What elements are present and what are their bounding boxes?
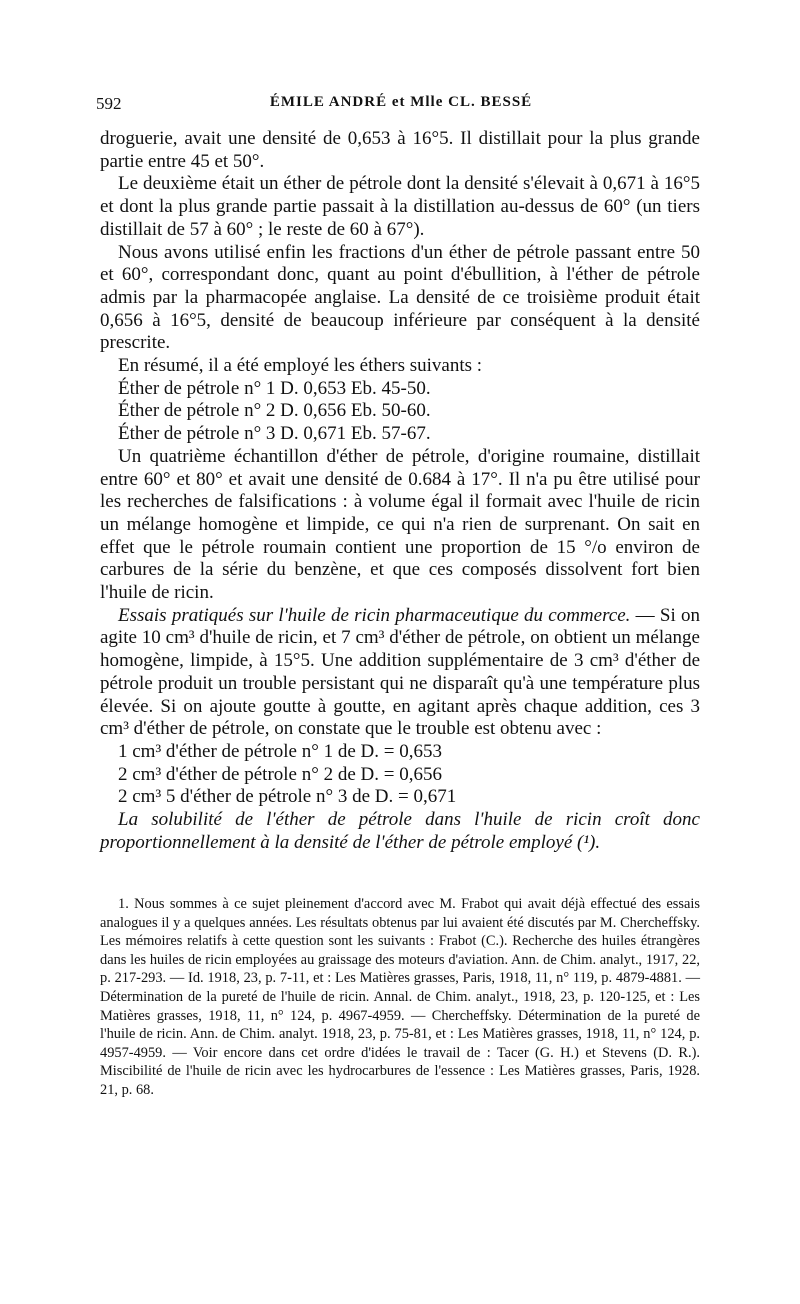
conclusion: La solubilité de l'éther de pétrole dans l'huile de ricin croît donc proportionnellement à la densité de l'éther de pétrole employé (¹). [100, 809, 700, 853]
page-number: 592 [96, 94, 122, 113]
essais-paragraph [100, 605, 700, 741]
result-line: 1 cm³ d'éther de pétrole n° 1 de D. = 0,653 [118, 740, 442, 762]
paragraph-1: droguerie, avait une densité de 0,653 à 16°5. Il distillait pour la plus grande partie entre 45 et 50°. [100, 128, 700, 172]
essais-text: — Si on agite 10 cm³ d'huile de ricin, et 7 cm³ d'éther de pétrole, on obtient un mélange homogène, limpide, à 15°5. Une addition supplémentaire de 3 cm³ d'éther de pétrole produit un trouble persistant qui ne disparaît qu'à une température plus élevée. Si on ajoute goutte à goutte, en agitant après chaque addition, ces 3 cm³ d'éther de pétrole, on constate que le trouble est obtenu avec : [100, 604, 701, 740]
essais-heading: Essais pratiqués sur l'huile de ricin pharmaceutique du commerce. [118, 604, 631, 626]
paragraph-romanian: Un quatrième échantillon d'éther de pétrole, d'origine roumaine, distillait entre 60° et 80° et avait une densité de 0.684 à 17°. Il n'a pu être utilisé pour les recherches de falsifications : à volume égal il formait avec l'huile de ricin un mélange homogène et limpide, ce qui n'a rien de surprenant. On sait en effet que le pétrole roumain contient une proportion de 15 °/o environ de carbures de la série du benzène, et que ces composés dissolvent fort bien l'huile de ricin. [100, 445, 700, 604]
result-line: 2 cm³ 5 d'éther de pétrole n° 3 de D. = 0,671 [118, 786, 457, 808]
footnote [100, 895, 700, 1100]
paragraph-2: Le deuxième était un éther de pétrole dont la densité s'élevait à 0,671 à 16°5 et dont la plus grande partie passait à la distillation au-dessus de 60° (un tiers distillait de 57 à 60° ; le reste de 60 à 67°). [100, 173, 700, 240]
ether-list-item: Éther de pétrole n° 3 D. 0,671 Eb. 57-67. [118, 423, 431, 445]
result-line: 2 cm³ d'éther de pétrole n° 2 de D. = 0,656 [118, 763, 442, 785]
running-title: ÉMILE ANDRÉ et Mlle CL. BESSÉ [269, 94, 533, 110]
results-list [100, 741, 700, 809]
footnote-text: 1. Nous sommes à ce sujet pleinement d'accord avec M. Frabot qui avait déjà effectué des essais analogues il y a quelques années. Les résultats obtenus par lui avaient été discutés par M. Chercheffsky. Les mémoires relatifs à cette question sont les suivants : Frabot (C.). Recherche des huiles étrangères dans les huiles de ricin employées au graissage des moteurs d'aviation. Ann. de Chim. analyt., 1917, 22, p. 217-293. — Id. 1918, 23, p. 7-11, et : Les Matières grasses, Paris, 1918, 11, n° 119, p. 4879-4881. — Détermination de la pureté de l'huile de ricin. Annal. de Chim. analyt., 1918, 23, p. 120-125, et : Les Matières grasses, 1918, 11, n° 124, p. 4967-4959. — Chercheffsky. Détermination de la pureté de l'huile de ricin. Ann. de Chim. analyt. 1918, 23, p. 75-81, et : Les Matières grasses, 1918, 11, n° 124, p. 4957-4959. — Voir encore dans cet ordre d'idées le travail de : Tacer (G. H.) et Stevens (D. R.). Miscibilité de l'huile de ricin avec les hydrocarbures de l'essence : Les Matières grasses, Paris, 1928. 21, p. 68. [100, 896, 700, 1098]
ether-list-item: Éther de pétrole n° 2 D. 0,656 Eb. 50-60. [118, 400, 431, 422]
page-header [96, 94, 706, 116]
ether-list [100, 378, 700, 446]
ether-list-item: Éther de pétrole n° 1 D. 0,653 Eb. 45-50. [118, 377, 431, 399]
article-body [100, 128, 700, 855]
paragraph-3: Nous avons utilisé enfin les fractions d'un éther de pétrole passant entre 50 et 60°, correspondant donc, quant au point d'ébullition, à l'éther de pétrole admis par la pharmacopée anglaise. La densité de ce troisième produit était 0,656 à 16°5, densité de beaucoup inférieure par conséquent à la densité prescrite. [100, 241, 700, 354]
paragraph-4: En résumé, il a été employé les éthers suivants : [118, 355, 483, 377]
